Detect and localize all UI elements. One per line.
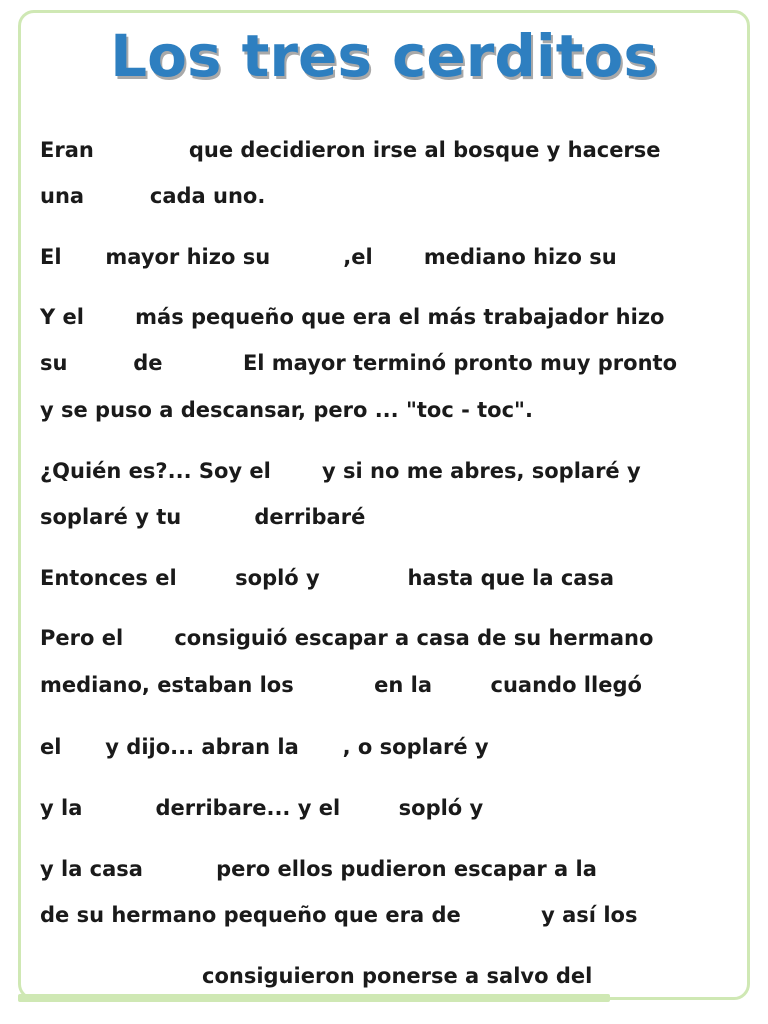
text-line-9: Entonces el sopló y hasta que la casa (40, 566, 615, 590)
text-line-2: una cada uno. (40, 184, 266, 208)
text-line-8: soplaré y tu derribaré (40, 505, 366, 529)
text-line-5: su de El mayor terminó pronto muy pronto (40, 351, 678, 375)
text-line-12: el y dijo... abran la , o soplaré y (40, 735, 489, 759)
text-line-15: de su hermano pequeño que era de y así los (40, 903, 638, 927)
bottom-accent-bar (18, 994, 610, 1002)
text-line-6: y se puso a descansar, pero ... "toc - toc". (40, 398, 533, 422)
text-line-4: Y el más pequeño que era el más trabajador hizo (40, 305, 665, 329)
text-line-16: consiguieron ponerse a salvo del (202, 964, 593, 988)
text-line-13: y la derribare... y el sopló y (40, 796, 484, 820)
page-title: Los tres cerditos (110, 22, 658, 90)
text-line-11: mediano, estaban los en la cuando llegó (40, 673, 642, 697)
text-line-14: y la casa pero ellos pudieron escapar a la (40, 857, 597, 881)
text-line-3: El mayor hizo su ,el mediano hizo su (40, 245, 617, 269)
text-line-7: ¿Quién es?... Soy el y si no me abres, soplaré y (40, 459, 641, 483)
text-line-10: Pero el consiguió escapar a casa de su hermano (40, 626, 654, 650)
text-line-1: Eran que decidieron irse al bosque y hacerse (40, 138, 661, 162)
